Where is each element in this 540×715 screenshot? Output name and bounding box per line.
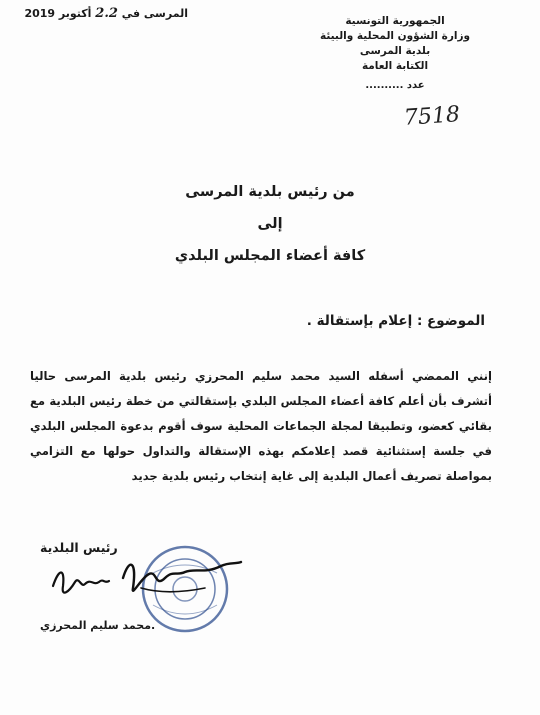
date-line: [24, 6, 188, 21]
date-year: 2019: [24, 7, 56, 20]
letter-body: إنني الممضي أسفله السيد محمد سليم المحرزي رئيس بلدية المرسى حاليا أتشرف بأن أعلم كافة أعضاء المجلس البلدي بإستقالتي من خطة رئيس البلدية مع بقائي كعضو، وتطبيقا لمجلة الجماعات المحلية سوف أقوم بدعوة المجلس البلدي في جلسة إستثنائية قصد إعلامكم بهذه الإستقالة والتداول حولها مع التزامي بمواصلة تصريف أعمال البلدية إلى غاية إنتخاب رئيس بلدية جديد: [30, 369, 492, 483]
signatory-name: .محمد سليم المحرزي: [40, 619, 156, 632]
address-from: من رئيس بلدية المرسى: [185, 184, 355, 200]
header-municipality: بلدية المرسى: [359, 45, 431, 57]
address-block: [0, 176, 540, 272]
date-day: 2.2: [95, 6, 118, 21]
reference-label: عدد ..........: [365, 80, 425, 91]
header-country: الجمهورية التونسية: [345, 15, 445, 27]
address-recipients: كافة أعضاء المجلس البلدي: [174, 248, 366, 264]
handwritten-signature: [45, 548, 245, 620]
reference-number: 7518: [403, 102, 461, 131]
header-department: الكتابة العامة: [361, 60, 429, 72]
header-ministry: وزارة الشؤون المحلية والبيئة: [319, 30, 471, 42]
signatory-title: رئيس البلدية: [40, 540, 118, 555]
date-label: المرسى في: [121, 7, 188, 20]
address-to: إلى: [257, 216, 283, 232]
letterhead: [310, 14, 480, 93]
subject-line: الموضوع : إعلام بإستقالة .: [306, 313, 485, 329]
date-month: أكتوبر: [58, 7, 92, 20]
